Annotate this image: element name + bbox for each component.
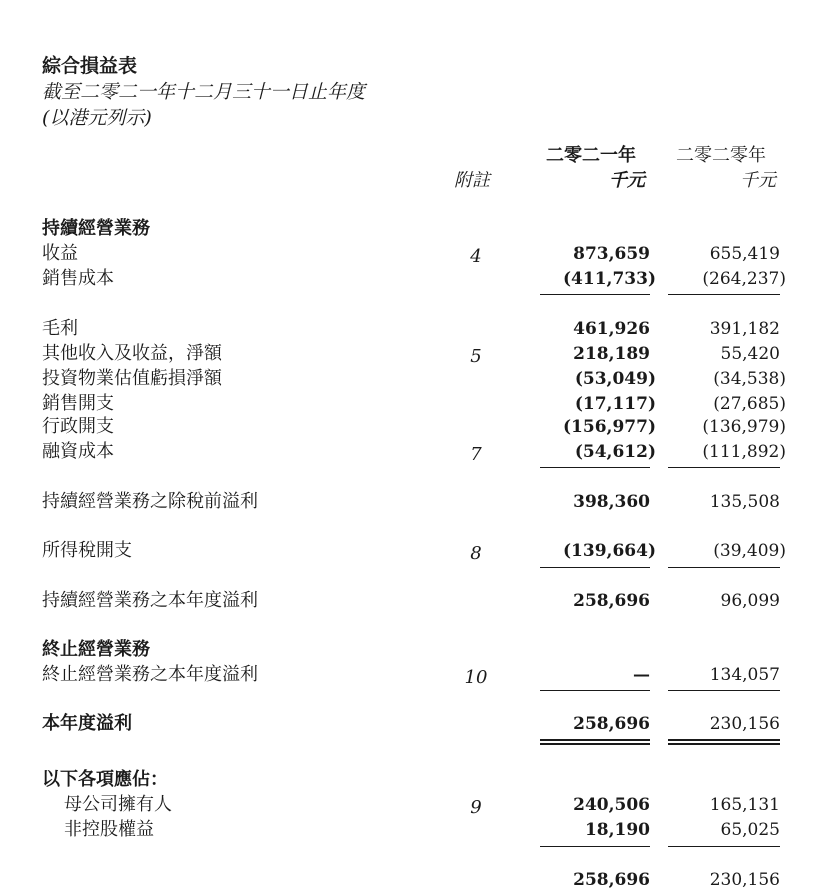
row-note: 7 <box>470 444 482 465</box>
subtotal-rule-2020 <box>668 567 780 568</box>
value-2021: (139,664) <box>563 541 656 561</box>
value-2021: 240,506 <box>573 795 650 815</box>
subtotal-rule-2021 <box>540 690 650 691</box>
value-2020: (39,409) <box>713 541 786 561</box>
value-2020: (27,685) <box>713 394 786 414</box>
value-2020: (34,538) <box>713 369 786 389</box>
value-2021: 218,189 <box>573 344 650 364</box>
row-label: 本年度溢利 <box>42 713 132 734</box>
row-note: 5 <box>470 346 482 367</box>
column-header-2021: 二零二一年 <box>546 145 636 166</box>
row-label: 所得稅開支 <box>42 540 132 561</box>
statement-title: 綜合損益表 <box>42 55 138 77</box>
value-2021: 18,190 <box>584 820 650 840</box>
value-2021: (17,117) <box>574 394 656 414</box>
value-2020: 165,131 <box>709 795 780 815</box>
row-label: 收益 <box>42 243 78 264</box>
value-2020: 135,508 <box>709 492 780 512</box>
row-label: 其他收入及收益，淨額 <box>42 343 222 364</box>
value-2021: 461,926 <box>573 319 650 339</box>
value-2020: 230,156 <box>709 714 780 734</box>
value-2020: 55,420 <box>720 344 780 364</box>
subtotal-rule-2021 <box>540 467 650 468</box>
total-value-2020: 230,156 <box>709 870 780 890</box>
period-subtitle: 截至二零二一年十二月三十一日止年度 <box>42 81 366 103</box>
row-label: 投資物業估值虧損淨額 <box>42 368 222 389</box>
value-2021: 873,659 <box>573 244 650 264</box>
column-unit-2020: 千元 <box>740 170 776 191</box>
row-note: 10 <box>464 667 488 688</box>
value-2021: (411,733) <box>563 269 656 289</box>
value-2020: 96,099 <box>720 591 780 611</box>
value-2020: 65,025 <box>720 820 780 840</box>
row-label: 融資成本 <box>42 441 114 462</box>
subtotal-rule-2021 <box>540 567 650 568</box>
value-2021: (53,049) <box>574 369 656 389</box>
total-double-rule-2020 <box>668 739 780 745</box>
column-unit-2021: 千元 <box>609 170 645 191</box>
row-label: 母公司擁有人 <box>64 794 172 815</box>
row-label: 持續經營業務之除稅前溢利 <box>42 491 258 512</box>
row-label: 銷售成本 <box>42 268 114 289</box>
total-double-rule-2021 <box>540 739 650 745</box>
subtotal-rule-2020 <box>668 690 780 691</box>
subtotal-rule-2020 <box>668 294 780 295</box>
column-header-note: 附註 <box>454 170 490 191</box>
subtotal-rule-2021 <box>540 294 650 295</box>
value-2021: 398,360 <box>573 492 650 512</box>
value-2021: 258,696 <box>573 714 650 734</box>
subtotal-rule-2020 <box>668 846 780 847</box>
total-value-2021: 258,696 <box>573 870 650 890</box>
value-2021: — <box>633 665 650 685</box>
row-label: 非控股權益 <box>64 819 154 840</box>
subtotal-rule-2021 <box>540 846 650 847</box>
subtotal-rule-2020 <box>668 467 780 468</box>
section-heading-discontinued: 終止經營業務 <box>42 639 150 660</box>
row-label: 行政開支 <box>42 416 114 437</box>
value-2021: 258,696 <box>573 591 650 611</box>
value-2020: (136,979) <box>702 417 786 437</box>
value-2021: (156,977) <box>563 417 656 437</box>
value-2020: 655,419 <box>709 244 780 264</box>
row-label: 銷售開支 <box>42 393 114 414</box>
value-2020: 391,182 <box>709 319 780 339</box>
section-heading-attributable: 以下各項應佔： <box>42 769 168 790</box>
row-label: 終止經營業務之本年度溢利 <box>42 664 258 685</box>
row-note: 4 <box>470 246 482 267</box>
row-note: 9 <box>470 797 482 818</box>
value-2021: (54,612) <box>574 442 656 462</box>
value-2020: (111,892) <box>702 442 786 462</box>
value-2020: 134,057 <box>709 665 780 685</box>
value-2020: (264,237) <box>702 269 786 289</box>
row-label: 毛利 <box>42 318 78 339</box>
row-label: 持續經營業務之本年度溢利 <box>42 590 258 611</box>
section-heading-continuing: 持續經營業務 <box>42 218 150 239</box>
currency-note: (以港元列示) <box>42 107 152 129</box>
row-note: 8 <box>470 543 482 564</box>
column-header-2020: 二零二零年 <box>676 145 766 166</box>
